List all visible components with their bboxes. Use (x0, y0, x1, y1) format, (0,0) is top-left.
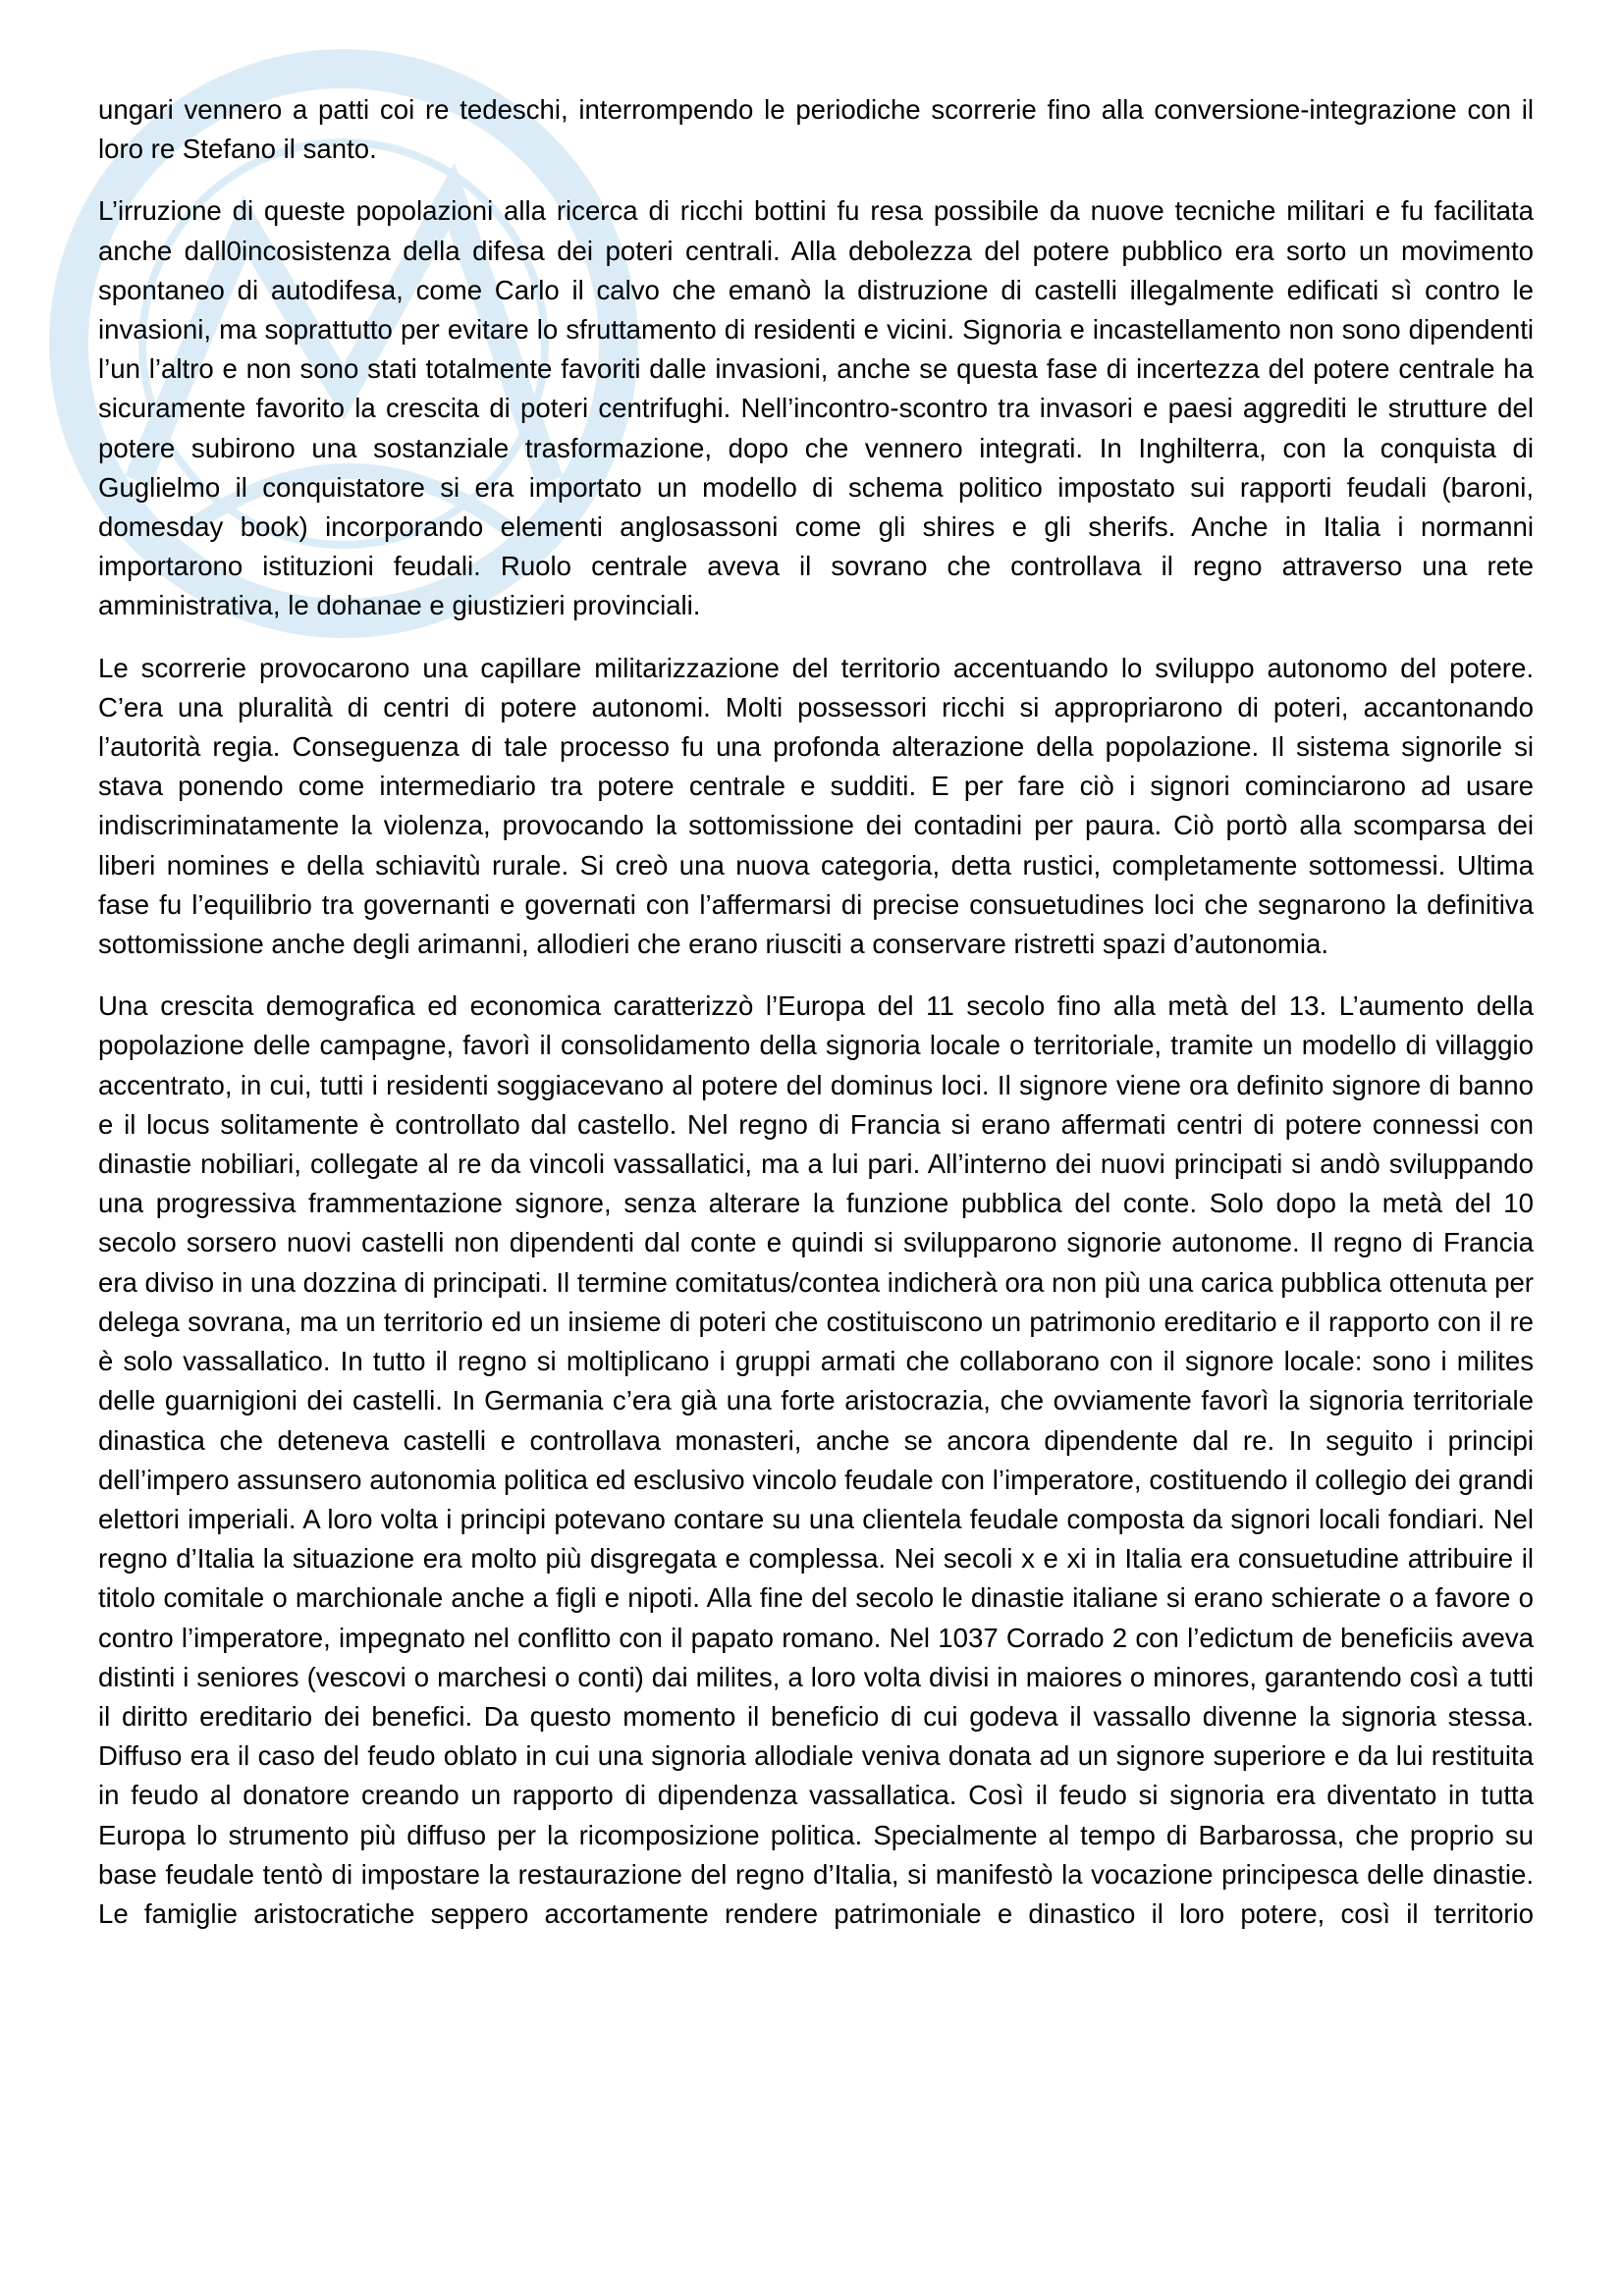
paragraph-1: ungari vennero a patti coi re tedeschi, interrompendo le periodiche scorrerie fino alla conversione-integrazione con il loro re Stefano il santo. (98, 94, 1534, 165)
document-body (98, 90, 1534, 1956)
paragraph-4: Una crescita demografica ed economica caratterizzò l’Europa del 11 secolo fino alla metà del 13. L’aumento della popolazione delle campagne, favorì il consolidamento della signoria locale o territoriale, tramite un modello di villaggio accentrato, in cui, tutti i residenti soggiacevano al potere del dominus loci. Il signore viene ora definito signore di banno e il locus solitamente è controllato dal castello. Nel regno di Francia si erano affermati centri di potere connessi con dinastie nobiliari, collegate al re da vincoli vassallatici, ma a lui pari. All’interno dei nuovi principati si andò sviluppando una progressiva frammentazione signore, senza alterare la funzione pubblica del conte. Solo dopo la metà del 10 secolo sorsero nuovi castelli non dipendenti dal conte e quindi si svilupparono signorie autonome. Il regno di Francia era diviso in una dozzina di principati. Il termine comitatus/contea indicherà ora non più una carica pubblica ottenuta per delega sovrana, ma un territorio ed un insieme di poteri che costituiscono un patrimonio ereditario e il rapporto con il re è solo vassallatico. In tutto il regno si moltiplicano i gruppi armati che collaborano con il signore locale: sono i milites delle guarnigioni dei castelli. In Germania c’era già una forte aristocrazia, che ovviamente favorì la signoria territoriale dinastica che deteneva castelli e controllava monasteri, anche se ancora dipendente dal re. In seguito i principi dell’impero assunsero autonomia politica ed esclusivo vincolo feudale con l’imperatore, costituendo il collegio dei grandi elettori imperiali. A loro volta i principi potevano contare su una clientela feudale composta da signori locali fondiari. Nel regno d’Italia la situazione era molto più disgregata e complessa. Nei secoli x e xi in Italia era consuetudine attribuire il titolo comitale o marchionale anche a figli e nipoti. Alla fine del secolo le dinastie italiane si erano schierate o a favore o contro l’imperatore, impegnato nel conflitto con il papato romano. Nel 1037 Corrado 2 con l’edictum de beneficiis aveva distinti i seniores (vescovi o marchesi o conti) dai milites, a loro volta divisi in maiores o minores, garantendo così a tutti il diritto ereditario dei benefici. Da questo momento il beneficio di cui godeva il vassallo divenne la signoria stessa. Diffuso era il caso del feudo oblato in cui una signoria allodiale veniva donata ad un signore superiore e da lui restituita in feudo al donatore creando un rapporto di dipendenza vassallatica. Così il feudo si signoria era diventato in tutta Europa lo strumento più diffuso per la ricomposizione politica. Specialmente al tempo di Barbarossa, che proprio su base feudale tentò di impostare la restaurazione del regno d’Italia, si manifestò la vocazione principesca delle dinastie. Le famiglie aristocratiche seppero accortamente rendere patrimoniale e dinastico il loro potere, così il territorio (98, 990, 1534, 1929)
paragraph-2: L’irruzione di queste popolazioni alla ricerca di ricchi bottini fu resa possibile da nuove tecniche militari e fu facilitata anche dall0incosistenza della difesa dei poteri centrali. Alla debolezza del potere pubblico era sorto un movimento spontaneo di autodifesa, come Carlo il calvo che emanò la distruzione di castelli illegalmente edificati sì contro le invasioni, ma soprattutto per evitare lo sfruttamento di residenti e vicini. Signoria e incastellamento non sono dipendenti l’un l’altro e non sono stati totalmente favoriti dalle invasioni, anche se questa fase di incertezza del potere centrale ha sicuramente favorito la crescita di poteri centrifughi. Nell’incontro-scontro tra invasori e paesi aggrediti le strutture del potere subirono una sostanziale trasformazione, dopo che vennero integrati. In Inghilterra, con la conquista di Guglielmo il conquistatore si era importato un modello di schema politico impostato sui rapporti feudali (baroni, domesday book) incorporando elementi anglosassoni come gli shires e gli sherifs. Anche in Italia i normanni importarono istituzioni feudali. Ruolo centrale aveva il sovrano che controllava il regno attraverso una rete amministrativa, le dohanae e giustizieri provinciali. (98, 195, 1534, 621)
paragraph-3: Le scorrerie provocarono una capillare militarizzazione del territorio accentuando lo sviluppo autonomo del potere. C’era una pluralità di centri di potere autonomi. Molti possessori ricchi si appropriarono di poteri, accantonando l’autorità regia. Conseguenza di tale processo fu una profonda alterazione della popolazione. Il sistema signorile si stava ponendo come intermediario tra potere centrale e sudditi. E per fare ciò i signori cominciarono ad usare indiscriminatamente la violenza, provocando la sottomissione dei contadini per paura. Ciò portò alla scomparsa dei liberi nomines e della schiavitù rurale. Si creò una nuova categoria, detta rustici, completamente sottomessi. Ultima fase fu l’equilibrio tra governanti e governati con l’affermarsi di precise consuetudines loci che segnarono la definitiva sottomissione anche degli arimanni, allodieri che erano riusciti a conservare ristretti spazi d’autonomia. (98, 652, 1534, 960)
